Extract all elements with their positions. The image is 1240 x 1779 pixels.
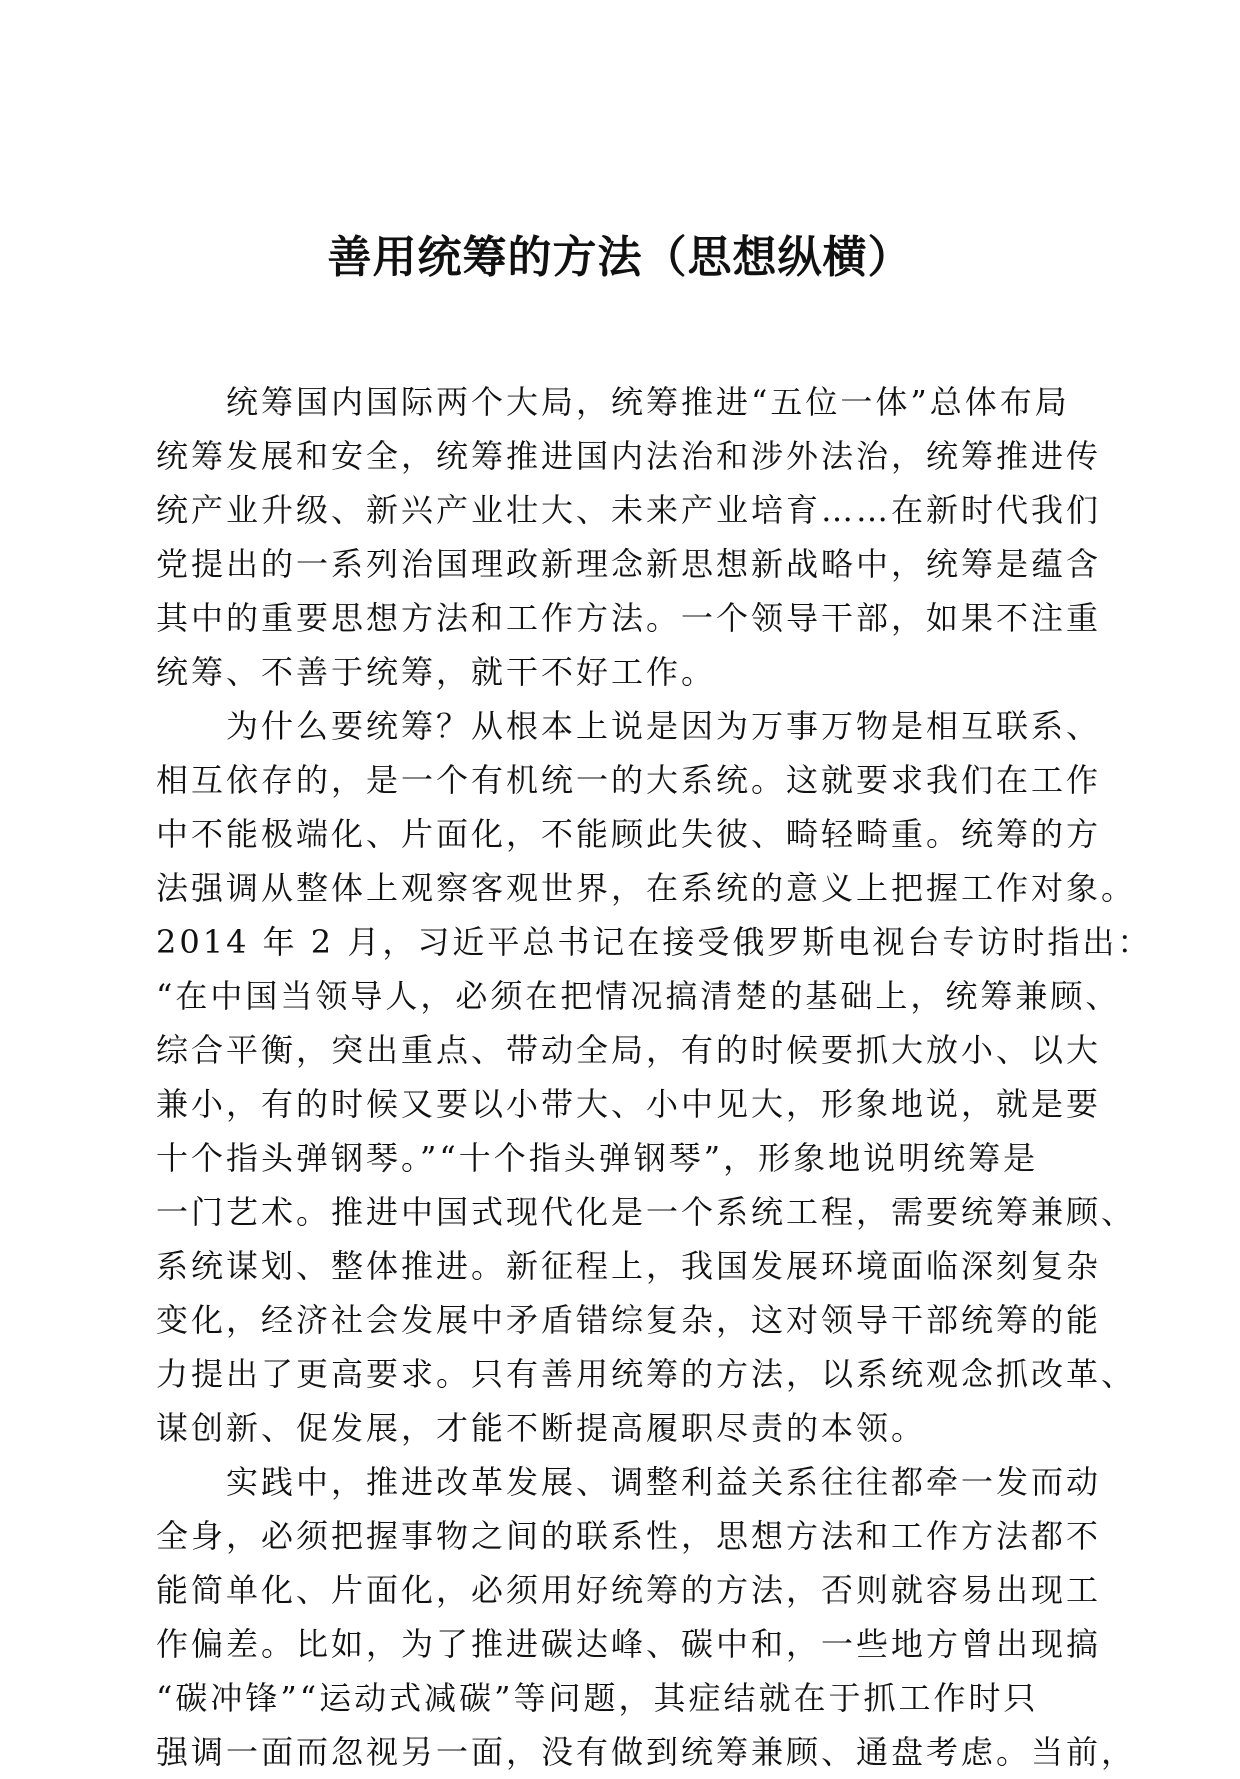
- text-line: 2014 年 2 月，习近平总书记在接受俄罗斯电视台专访时指出：: [156, 923, 1153, 961]
- text-line: 系统谋划、整体推进。新征程上，我国发展环境面临深刻复杂: [156, 1247, 1102, 1285]
- text-line: 党提出的一系列治国理政新理念新思想新战略中，统筹是蕴含: [156, 545, 1102, 583]
- text-line: 统产业升级、新兴产业壮大、未来产业培育……在新时代我们: [156, 491, 1102, 529]
- text-line: 其中的重要思想方法和工作方法。一个领导干部，如果不注重: [156, 599, 1102, 637]
- text-line: 相互依存的，是一个有机统一的大系统。这就要求我们在工作: [156, 761, 1102, 799]
- text-line: 变化，经济社会发展中矛盾错综复杂，这对领导干部统筹的能: [156, 1301, 1102, 1339]
- text-line: 强调一面而忽视另一面，没有做到统筹兼顾、通盘考虑。当前，: [156, 1733, 1137, 1771]
- text-line: 统筹国内国际两个大局，统筹推进“五位一体”总体布局: [226, 383, 1070, 421]
- text-line: 能简单化、片面化，必须用好统筹的方法，否则就容易出现工: [156, 1571, 1102, 1609]
- text-line: 力提出了更高要求。只有善用统筹的方法，以系统观念抓改革、: [156, 1355, 1137, 1393]
- text-line: 统筹、不善于统筹，就干不好工作。: [156, 653, 717, 691]
- text-line: 十个指头弹钢琴。”“十个指头弹钢琴”，形象地说明统筹是: [156, 1139, 1039, 1177]
- text-line: 谋创新、促发展，才能不断提高履职尽责的本领。: [156, 1409, 927, 1447]
- text-line: 为什么要统筹？从根本上说是因为万事万物是相互联系、: [226, 707, 1102, 745]
- text-line: 综合平衡，突出重点、带动全局，有的时候要抓大放小、以大: [156, 1031, 1102, 1069]
- article-body: [156, 375, 1153, 1779]
- text-line: 实践中，推进改革发展、调整利益关系往往都牵一发而动: [226, 1463, 1102, 1501]
- text-line: 统筹发展和安全，统筹推进国内法治和涉外法治，统筹推进传: [156, 437, 1102, 475]
- text-line: 作偏差。比如，为了推进碳达峰、碳中和，一些地方曾出现搞: [156, 1625, 1102, 1663]
- text-line: 一门艺术。推进中国式现代化是一个系统工程，需要统筹兼顾、: [156, 1193, 1137, 1231]
- text-line: “在中国当领导人，必须在把情况搞清楚的基础上，统筹兼顾、: [156, 977, 1121, 1015]
- article-title: 善用统筹的方法（思想纵横）: [327, 232, 913, 283]
- text-line: 全身，必须把握事物之间的联系性，思想方法和工作方法都不: [156, 1517, 1102, 1555]
- text-line: 法强调从整体上观察客观世界，在系统的意义上把握工作对象。: [156, 869, 1137, 907]
- text-line: 兼小，有的时候又要以小带大、小中见大，形象地说，就是要: [156, 1085, 1102, 1123]
- text-line: 中不能极端化、片面化，不能顾此失彼、畸轻畸重。统筹的方: [156, 815, 1102, 853]
- text-line: “碳冲锋”“运动式减碳”等问题，其症结就在于抓工作时只: [156, 1679, 1039, 1717]
